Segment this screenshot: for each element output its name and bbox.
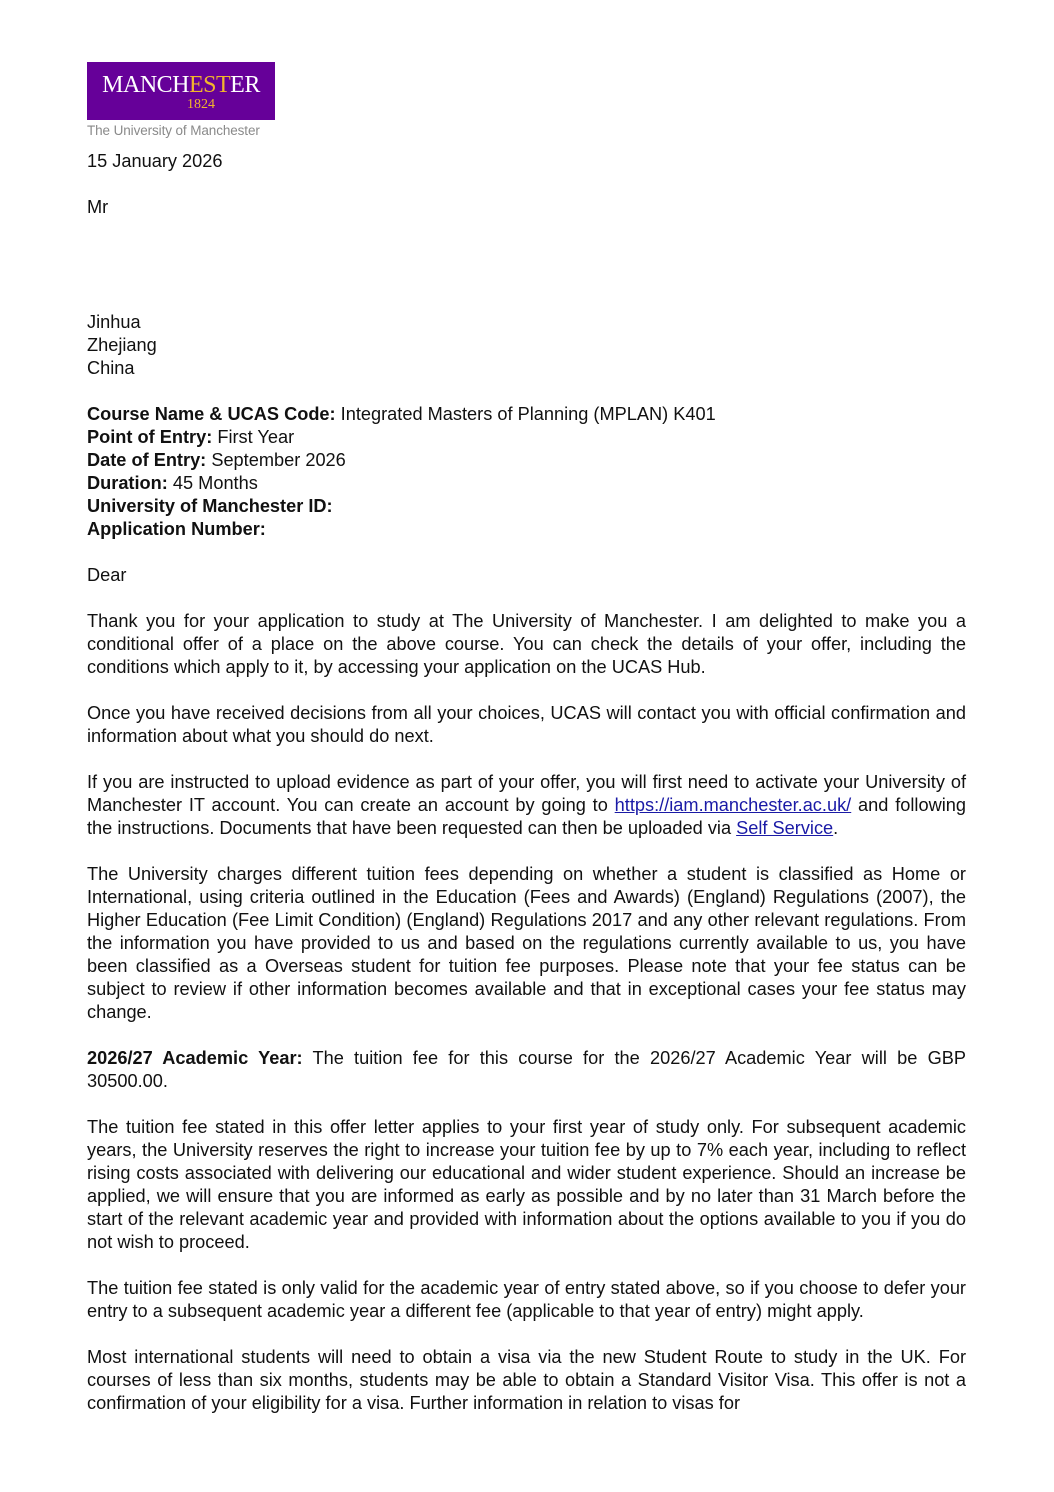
letter-date: 15 January 2026: [87, 151, 223, 171]
detail-course: [87, 403, 966, 426]
paragraph-upload-evidence: If you are instructed to upload evidence as part of your offer, you will first need to activate your University of Manchester IT account. You can create an account by going to https://iam.manchester.ac.uk/ and following the instructions. Documents that have been requested can then be uploaded via Self Service.: [87, 772, 966, 838]
detail-label: University of Manchester ID:: [87, 496, 333, 516]
logo-year: 1824: [187, 97, 215, 112]
academic-year-label: 2026/27 Academic Year:: [87, 1048, 303, 1068]
address-line: Zhejiang: [87, 335, 157, 355]
logo-subtitle: The University of Manchester: [87, 123, 260, 138]
paragraph-deferral: The tuition fee stated is only valid for the academic year of entry stated above, so if you choose to defer your entry to a subsequent academic year a different fee (applicable to that year of entry) might apply.: [87, 1278, 966, 1321]
address-line: China: [87, 358, 135, 378]
paragraph-fee-increase: The tuition fee stated in this offer letter applies to your first year of study only. For subsequent academic years, the University reserves the right to increase your tuition fee by up to 7% each year, including to reflect rising costs associated with delivering our educational and wider student experience. Should an increase be applied, we will ensure that you are informed as early as possible and by no later than 31 March before the start of the relevant academic year and provided with information about the options available to you if you do not wish to proceed.: [87, 1117, 966, 1252]
detail-date-of-entry: [87, 449, 966, 472]
detail-label: Date of Entry:: [87, 450, 207, 470]
university-logo: [87, 62, 275, 120]
greeting: Dear: [87, 565, 127, 585]
paragraph-ucas: Once you have received decisions from all your choices, UCAS will contact you with official confirmation and information about what you should do next.: [87, 703, 966, 746]
detail-value: September 2026: [211, 450, 346, 470]
logo-wordmark: MANCHESTER: [102, 72, 260, 98]
paragraph-fee-status: The University charges different tuition fees depending on whether a student is classified as Home or International, using criteria outlined in the Education (Fees and Awards) (England) Regulations (2007), the Higher Education (Fee Limit Condition) (England) Regulations 2017 and any other relevant regulations. From the information you have provided to us and based on the regulations currently available to us, you have been classified as a Overseas student for tuition fee purposes. Please note that your fee status can be subject to review if other information becomes available and that in exceptional cases your fee status may change.: [87, 864, 966, 1022]
detail-label: Point of Entry:: [87, 427, 213, 447]
iam-account-link[interactable]: https://iam.manchester.ac.uk/: [614, 795, 852, 815]
detail-label: Application Number:: [87, 519, 266, 539]
detail-point-of-entry: [87, 426, 966, 449]
self-service-link[interactable]: Self Service: [736, 818, 834, 838]
detail-value: First Year: [217, 427, 295, 447]
paragraph-offer: Thank you for your application to study at The University of Manchester. I am delighted to make you a conditional offer of a place on the above course. You can check the details of your offer, including the conditions which apply to it, by accessing your application on the UCAS Hub.: [87, 611, 966, 677]
recipient-address: [87, 311, 966, 380]
detail-duration: [87, 472, 966, 495]
letter-body: [87, 150, 966, 1415]
salutation-title: Mr: [87, 197, 109, 217]
detail-label: Duration:: [87, 473, 168, 493]
course-details: [87, 403, 966, 541]
paragraph-tuition-fee: 2026/27 Academic Year: The tuition fee for this course for the 2026/27 Academic Year will be GBP 30500.00.: [87, 1048, 966, 1091]
detail-university-id: [87, 495, 966, 518]
detail-value: 45 Months: [172, 473, 258, 493]
paragraph-visa: Most international students will need to obtain a visa via the new Student Route to study in the UK. For courses of less than six months, students may be able to obtain a Standard Visitor Visa. This offer is not a confirmation of your eligibility for a visa. Further information in relation to visas for: [87, 1347, 966, 1413]
detail-label: Course Name & UCAS Code:: [87, 404, 336, 424]
address-line: Jinhua: [87, 312, 141, 332]
detail-application-number: [87, 518, 966, 541]
detail-value: Integrated Masters of Planning (MPLAN) K401: [340, 404, 716, 424]
